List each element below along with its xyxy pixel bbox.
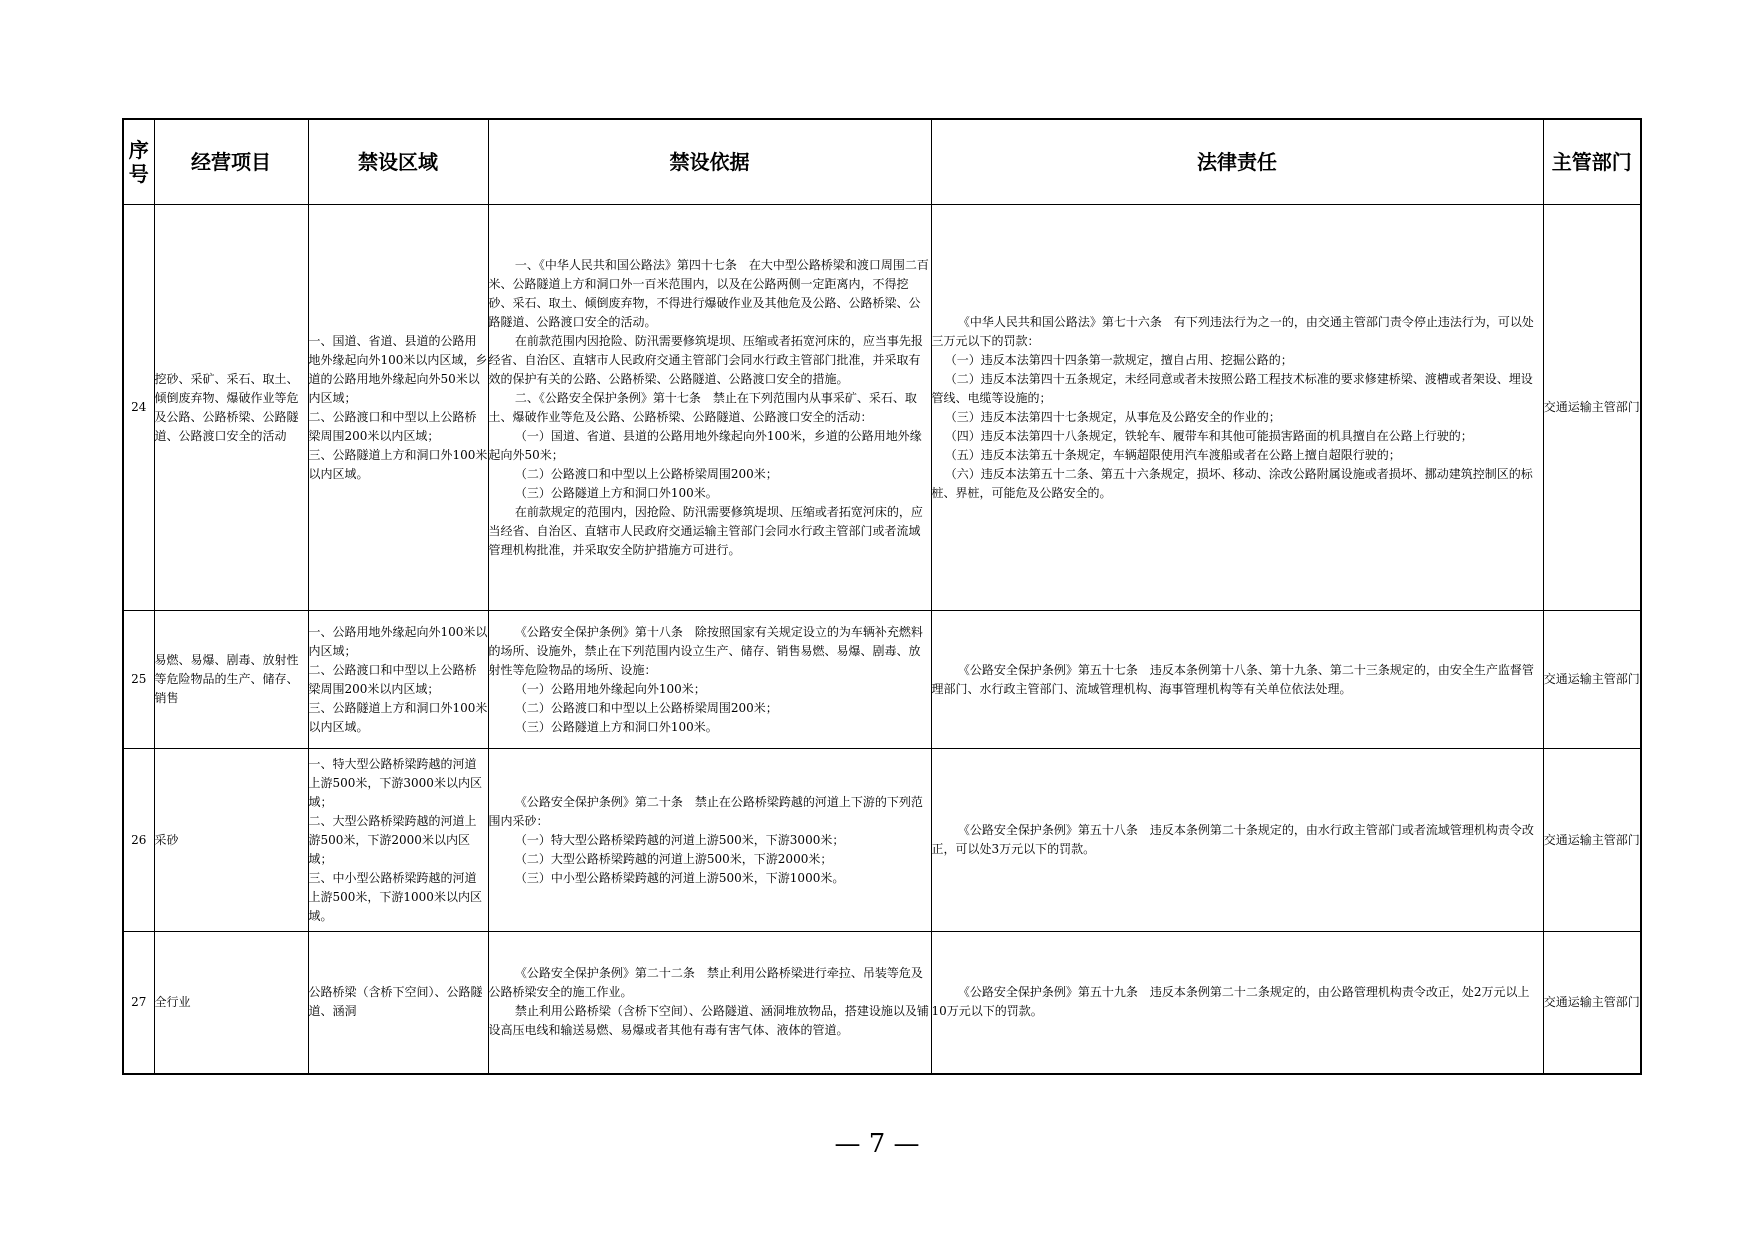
basis-paragraph: （一）特大型公路桥梁跨越的河道上游500米，下游3000米； xyxy=(514,832,845,847)
table-row xyxy=(123,205,1641,611)
row-dept: 交通运输主管部门 xyxy=(1543,205,1641,611)
row-dept: 交通运输主管部门 xyxy=(1543,932,1641,1074)
zone-line: 三、中小型公路桥梁跨越的河道上游500米，下游1000米以内区域。 xyxy=(308,870,482,923)
basis-paragraph: 一、《中华人民共和国公路法》第四十七条 在大中型公路桥梁和渡口周围二百米、公路隧道上方和洞口外一百米范围内，以及在公路两侧一定距离内，不得挖砂、采石、取土、倾倒废弃物，不得进行爆破作业及其他危及公路、公路桥梁、公路隧道、公路渡口安全的活动。 xyxy=(488,257,929,329)
row-zone xyxy=(308,611,488,749)
basis-paragraph: 二、《公路安全保护条例》第十七条 禁止在下列范围内从事采矿、采石、取土、爆破作业等危及公路、公路桥梁、公路隧道、公路渡口安全的活动： xyxy=(488,390,917,424)
liability-paragraph: （四）违反本法第四十八条规定，铁轮车、履带车和其他可能损害路面的机具擅自在公路上行驶的； xyxy=(944,428,1473,443)
zone-line: 一、国道、省道、县道的公路用地外缘起向外100米以内区域，乡道的公路用地外缘起向外50米以内区域； xyxy=(308,333,488,405)
basis-paragraph: （一）国道、省道、县道的公路用地外缘起向外100米，乡道的公路用地外缘起向外50米； xyxy=(488,428,922,462)
row-dept: 交通运输主管部门 xyxy=(1543,749,1641,932)
basis-paragraph: 《公路安全保护条例》第二十条 禁止在公路桥梁跨越的河道上下游的下列范围内采砂： xyxy=(488,794,923,828)
row-basis xyxy=(488,932,931,1074)
zone-line: 一、特大型公路桥梁跨越的河道上游500米，下游3000米以内区域； xyxy=(308,756,482,809)
zone-line: 一、公路用地外缘起向外100米以内区域； xyxy=(308,624,488,658)
row-seq: 26 xyxy=(123,749,154,932)
row-seq: 27 xyxy=(123,932,154,1074)
basis-paragraph: （一）公路用地外缘起向外100米； xyxy=(514,681,706,696)
table-row xyxy=(123,932,1641,1074)
basis-paragraph: 禁止利用公路桥梁（含桥下空间）、公路隧道、涵洞堆放物品，搭建设施以及铺设高压电线和输送易燃、易爆或者其他有毒有害气体、液体的管道。 xyxy=(488,1004,929,1038)
liability-paragraph: （二）违反本法第四十五条规定，未经同意或者未按照公路工程技术标准的要求修建桥梁、渡槽或者架设、埋设管线、电缆等设施的； xyxy=(931,371,1533,405)
basis-paragraph: 在前款规定的范围内，因抢险、防汛需要修筑堤坝、压缩或者拓宽河床的，应当经省、自治区、直辖市人民政府交通运输主管部门会同水行政主管部门或者流域管理机构批准，并采取安全防护措施方可进行。 xyxy=(488,504,923,557)
row-zone xyxy=(308,749,488,932)
zone-line: 三、公路隧道上方和洞口外100米以内区域。 xyxy=(308,700,488,734)
row-seq: 25 xyxy=(123,611,154,749)
liability-paragraph: 《公路安全保护条例》第五十九条 违反本条例第二十二条规定的，由公路管理机构责令改正，处2万元以上10万元以下的罚款。 xyxy=(931,985,1530,1019)
zone-line: 二、公路渡口和中型以上公路桥梁周围200米以内区域； xyxy=(308,409,477,443)
row-zone xyxy=(308,205,488,611)
basis-paragraph: （二）大型公路桥梁跨越的河道上游500米，下游2000米； xyxy=(514,851,833,866)
zone-line: 二、大型公路桥梁跨越的河道上游500米，下游2000米以内区域； xyxy=(308,813,477,866)
zone-line: 公路桥梁（含桥下空间）、公路隧道、涵洞 xyxy=(308,985,483,1019)
zone-line: 三、公路隧道上方和洞口外100米以内区域。 xyxy=(308,447,488,481)
row-liability xyxy=(931,611,1543,749)
row-liability xyxy=(931,749,1543,932)
basis-paragraph: 在前款范围内因抢险、防汛需要修筑堤坝、压缩或者拓宽河床的，应当事先报经省、自治区、直辖市人民政府交通主管部门会同水行政主管部门批准，并采取有效的保护有关的公路、公路桥梁、公路隧道、公路渡口安全的措施。 xyxy=(488,333,923,386)
page-number: — 7 — xyxy=(834,1129,920,1159)
liability-paragraph: 《中华人民共和国公路法》第七十六条 有下列违法行为之一的，由交通主管部门责令停止违法行为，可以处三万元以下的罚款： xyxy=(931,314,1534,348)
zone-line: 二、公路渡口和中型以上公路桥梁周围200米以内区域； xyxy=(308,662,477,696)
liability-paragraph: 《公路安全保护条例》第五十七条 违反本条例第十八条、第十九条、第二十三条规定的，由安全生产监督管理部门、水行政主管部门、流域管理机构、海事管理机构等有关单位依法处理。 xyxy=(931,662,1534,696)
table-row xyxy=(123,749,1641,932)
header-liability: 法律责任 xyxy=(931,119,1543,205)
row-item: 挖砂、采矿、采石、取土、倾倒废弃物、爆破作业等危及公路、公路桥梁、公路隧道、公路渡口安全的活动 xyxy=(154,205,308,611)
liability-paragraph: 《公路安全保护条例》第五十八条 违反本条例第二十条规定的，由水行政主管部门或者流域管理机构责令改正，可以处3万元以下的罚款。 xyxy=(931,823,1534,856)
header-basis: 禁设依据 xyxy=(488,119,931,205)
row-basis xyxy=(488,611,931,749)
liability-paragraph: （六）违反本法第五十二条、第五十六条规定，损坏、移动、涂改公路附属设施或者损坏、挪动建筑控制区的标桩、界桩，可能危及公路安全的。 xyxy=(931,466,1533,500)
liability-paragraph: （五）违反本法第五十条规定，车辆超限使用汽车渡船或者在公路上擅自超限行驶的； xyxy=(944,447,1401,462)
basis-paragraph: （二）公路渡口和中型以上公路桥梁周围200米； xyxy=(514,700,778,715)
prohibition-table xyxy=(122,118,1642,1075)
row-dept: 交通运输主管部门 xyxy=(1543,611,1641,749)
basis-paragraph: （三）公路隧道上方和洞口外100米。 xyxy=(514,719,718,734)
row-item: 采砂 xyxy=(154,749,308,932)
basis-paragraph: 《公路安全保护条例》第十八条 除按照国家有关规定设立的为车辆补充燃料的场所、设施外，禁止在下列范围内设立生产、储存、销售易燃、易爆、剧毒、放射性等危险物品的场所、设施： xyxy=(488,624,923,677)
row-seq: 24 xyxy=(123,205,154,611)
basis-paragraph: （二）公路渡口和中型以上公路桥梁周围200米； xyxy=(514,466,778,481)
header-dept: 主管部门 xyxy=(1543,119,1641,205)
row-zone xyxy=(308,932,488,1074)
row-item: 全行业 xyxy=(154,932,308,1074)
table-row xyxy=(123,611,1641,749)
row-item: 易燃、易爆、剧毒、放射性等危险物品的生产、储存、销售 xyxy=(154,611,308,749)
liability-paragraph: （三）违反本法第四十七条规定，从事危及公路安全的作业的； xyxy=(944,409,1281,424)
row-basis xyxy=(488,749,931,932)
header-row xyxy=(123,119,1641,205)
liability-paragraph: （一）违反本法第四十四条第一款规定，擅自占用、挖掘公路的； xyxy=(944,352,1293,367)
row-liability xyxy=(931,205,1543,611)
header-item: 经营项目 xyxy=(154,119,308,205)
row-basis xyxy=(488,205,931,611)
basis-paragraph: 《公路安全保护条例》第二十二条 禁止利用公路桥梁进行牵拉、吊装等危及公路桥梁安全的施工作业。 xyxy=(488,966,923,1000)
header-zone: 禁设区域 xyxy=(308,119,488,205)
basis-paragraph: （三）中小型公路桥梁跨越的河道上游500米，下游1000米。 xyxy=(514,870,845,885)
basis-paragraph: （三）公路隧道上方和洞口外100米。 xyxy=(514,485,718,500)
row-liability xyxy=(931,932,1543,1074)
header-seq: 序号 xyxy=(123,119,154,205)
